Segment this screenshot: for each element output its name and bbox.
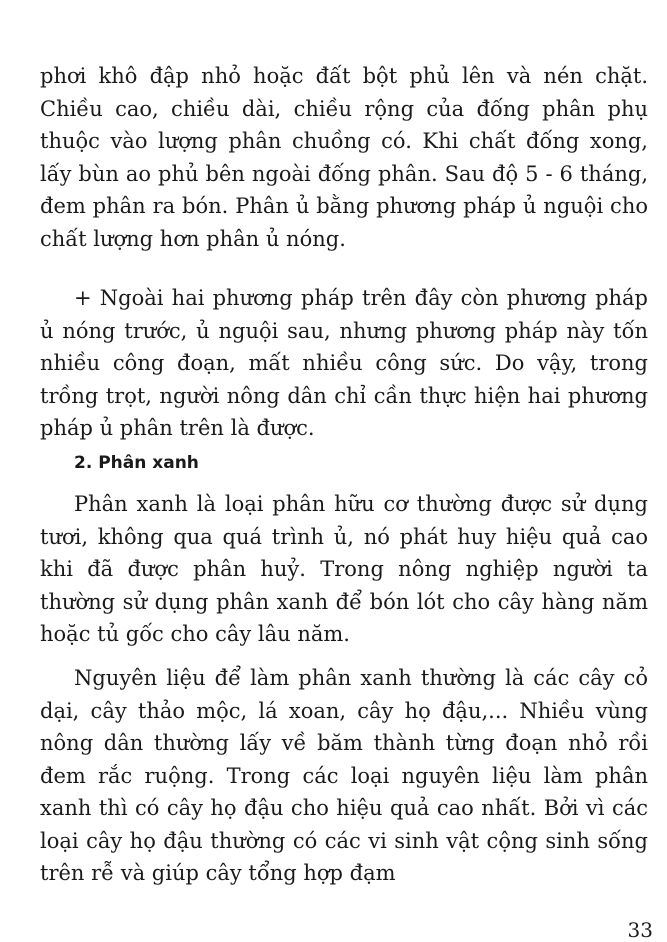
section-heading: 2. Phân xanh: [74, 453, 199, 473]
paragraph-block-4: [40, 662, 648, 890]
paragraph-other-methods: + Ngoài hai phương pháp trên đây còn phương pháp ủ nóng trước, ủ nguội sau, nhưng phương pháp này tốn nhiều công đoạn, mất nhiều công sức. Do vậy, trong trồng trọt, người nông dân chỉ cần thực hiện hai phương pháp ủ phân trên là được.: [40, 286, 648, 440]
paragraph-block-2: [40, 282, 648, 445]
page-number: 33: [627, 918, 653, 942]
paragraph-composting-continued: phơi khô đập nhỏ hoặc đất bột phủ lên và nén chặt. Chiều cao, chiều dài, chiều rộng của đống phân phụ thuộc vào lượng phân chuồng có. Khi chất đống xong, lấy bùn ao phủ bên ngoài đống phân. Sau độ 5 - 6 tháng, đem phân ra bón. Phân ủ bằng phương pháp ủ nguội cho chất lượng hơn phân ủ nóng.: [40, 64, 648, 251]
paragraph-block-1: [40, 60, 648, 255]
paragraph-block-3: [40, 488, 648, 651]
paragraph-green-manure-definition: Phân xanh là loại phân hữu cơ thường được sử dụng tươi, không qua quá trình ủ, nó phát huy hiệu quả cao khi đã được phân huỷ. Trong nông nghiệp người ta thường sử dụng phân xanh để bón lót cho cây hàng năm hoặc tủ gốc cho cây lâu năm.: [40, 492, 648, 646]
paragraph-green-manure-materials: Nguyên liệu để làm phân xanh thường là các cây cỏ dại, cây thảo mộc, lá xoan, cây họ đậu,... Nhiều vùng nông dân thường lấy về băm thành từng đoạn nhỏ rồi đem rắc ruộng. Trong các loại nguyên liệu làm phân xanh thì có cây họ đậu cho hiệu quả cao nhất. Bởi vì các loại cây họ đậu thường có các vi sinh vật cộng sinh sống trên rễ và giúp cây tổng hợp đạm: [40, 666, 648, 885]
